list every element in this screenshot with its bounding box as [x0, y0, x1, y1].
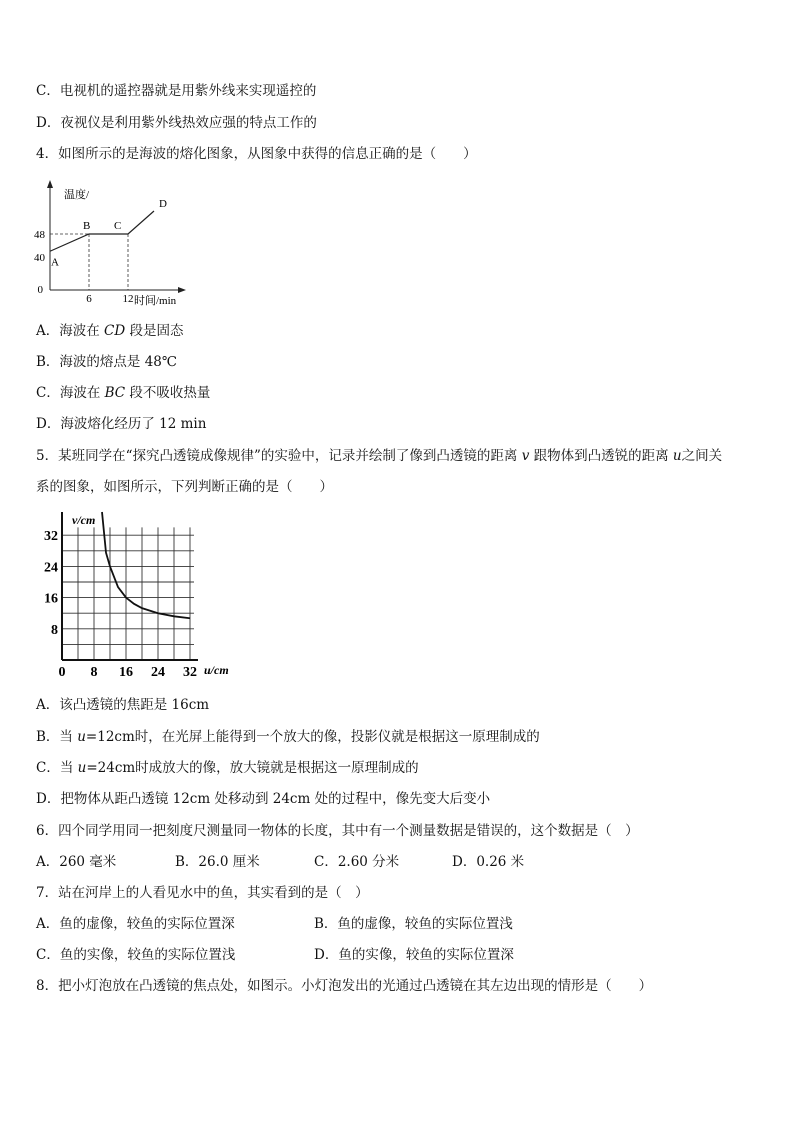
question-4-option-b: B．海波的熔点是 48℃	[36, 354, 177, 370]
question-6-option-b: B．26.0 厘米	[175, 854, 260, 870]
option-text: 段不吸收热量	[125, 385, 211, 401]
y-axis-label: 温度/	[64, 189, 90, 201]
option-text: 段是固态	[125, 323, 184, 339]
question-4-option-c	[36, 384, 210, 402]
option-text: =12cm时，在光屏上能得到一个放大的像，投影仪就是根据这一原理制成的	[85, 729, 540, 745]
point-label-d: D	[159, 198, 167, 210]
x-tick-label: 8	[90, 665, 98, 680]
y-tick-label: 16	[44, 591, 58, 607]
question-8: 8．把小灯泡放在凸透镜的焦点处，如图示。小灯泡发出的光通过凸透镜在其左边出现的情形是（ ）	[36, 978, 653, 994]
question-7-option-c: C．鱼的实像，较鱼的实际位置浅	[36, 947, 236, 963]
option-text: C．海波在	[36, 385, 105, 401]
question-6-option-d: D．0.26 米	[452, 854, 525, 870]
question-4: 4．如图所示的是海波的熔化图象，从图象中获得的信息正确的是（ ）	[36, 146, 477, 162]
point-label-b: B	[83, 220, 91, 232]
x-axis-label: u/cm	[204, 663, 229, 677]
option-text: C．当	[36, 760, 78, 776]
question-5-option-a: A．该凸透镜的焦距是 16cm	[36, 697, 210, 713]
variable-v: v	[521, 448, 530, 464]
melting-curve	[50, 211, 154, 251]
question-4-option-a	[36, 322, 184, 340]
question-5-line-2: 系的图象，如图所示，下列判断正确的是（ ）	[36, 479, 333, 495]
point-label-a: A	[51, 256, 59, 269]
y-axis-arrow	[47, 180, 53, 188]
image-distance-curve	[102, 512, 190, 618]
variable-u: u	[77, 729, 86, 745]
question-5-line-1	[36, 447, 722, 465]
lens-chart	[30, 508, 245, 680]
option-text: B．当	[36, 729, 78, 745]
x-axis-arrow	[178, 287, 186, 293]
y-tick-label: 40	[34, 252, 45, 264]
option-text: =24cm时成放大的像，放大镜就是根据这一原理制成的	[86, 760, 419, 776]
x-axis-label: 时间/min	[134, 295, 177, 307]
question-text: 5．某班同学在“探究凸透镜成像规律”的实验中，记录并绘制了像到凸透镜的距离	[36, 448, 522, 464]
question-7-options-row-2	[36, 946, 756, 964]
x-tick-label: 6	[86, 293, 92, 305]
question-7-option-d: D．鱼的实像，较鱼的实际位置深	[314, 947, 514, 963]
question-7-options-row-1	[36, 915, 756, 933]
y-tick-label: 32	[44, 529, 58, 545]
y-tick-label: 24	[44, 560, 58, 576]
x-tick-label: 32	[183, 665, 197, 680]
segment-label: CD	[104, 323, 126, 339]
x-tick-label: 12	[122, 293, 134, 305]
question-7: 7．站在河岸上的人看见水中的鱼，其实看到的是（ ）	[36, 885, 369, 901]
question-7-option-b: B．鱼的虚像，较鱼的实际位置浅	[314, 916, 513, 932]
x-tick-label: 24	[151, 665, 165, 680]
question-6-options	[36, 853, 756, 871]
question-6: 6．四个同学用同一把刻度尺测量同一物体的长度，其中有一个测量数据是错误的，这个数据是（ ）	[36, 823, 639, 839]
variable-u: u	[672, 448, 682, 464]
y-tick-label: 48	[34, 229, 45, 241]
option-d-previous: D．夜视仪是利用紫外线热效应强的特点工作的	[36, 115, 317, 131]
origin-label: 0	[37, 284, 43, 296]
segment-label: BC	[104, 385, 126, 401]
x-tick-label: 16	[119, 665, 133, 680]
question-4-option-d: D．海波熔化经历了 12 min	[36, 416, 207, 432]
melting-chart	[30, 176, 200, 310]
option-text: A．海波在	[36, 323, 105, 339]
option-c-previous: C．电视机的遥控器就是用紫外线来实现遥控的	[36, 83, 317, 99]
question-5-option-c	[36, 759, 419, 777]
question-6-option-a: A．260 毫米	[36, 854, 117, 870]
question-text: 之间关	[681, 448, 723, 464]
x-tick-label: 0	[58, 665, 66, 680]
variable-u: u	[77, 760, 87, 776]
question-text: 跟物体到凸透锐的距离	[529, 448, 673, 464]
y-tick-label: 8	[51, 622, 58, 638]
question-6-option-c: C．2.60 分米	[314, 854, 400, 870]
question-5-option-b	[36, 728, 540, 746]
point-label-c: C	[114, 220, 122, 232]
question-5-option-d: D．把物体从距凸透镜 12cm 处移动到 24cm 处的过程中，像先变大后变小	[36, 791, 491, 807]
question-7-option-a: A．鱼的虚像，较鱼的实际位置深	[36, 916, 235, 932]
y-axis-label: v/cm	[72, 513, 96, 527]
